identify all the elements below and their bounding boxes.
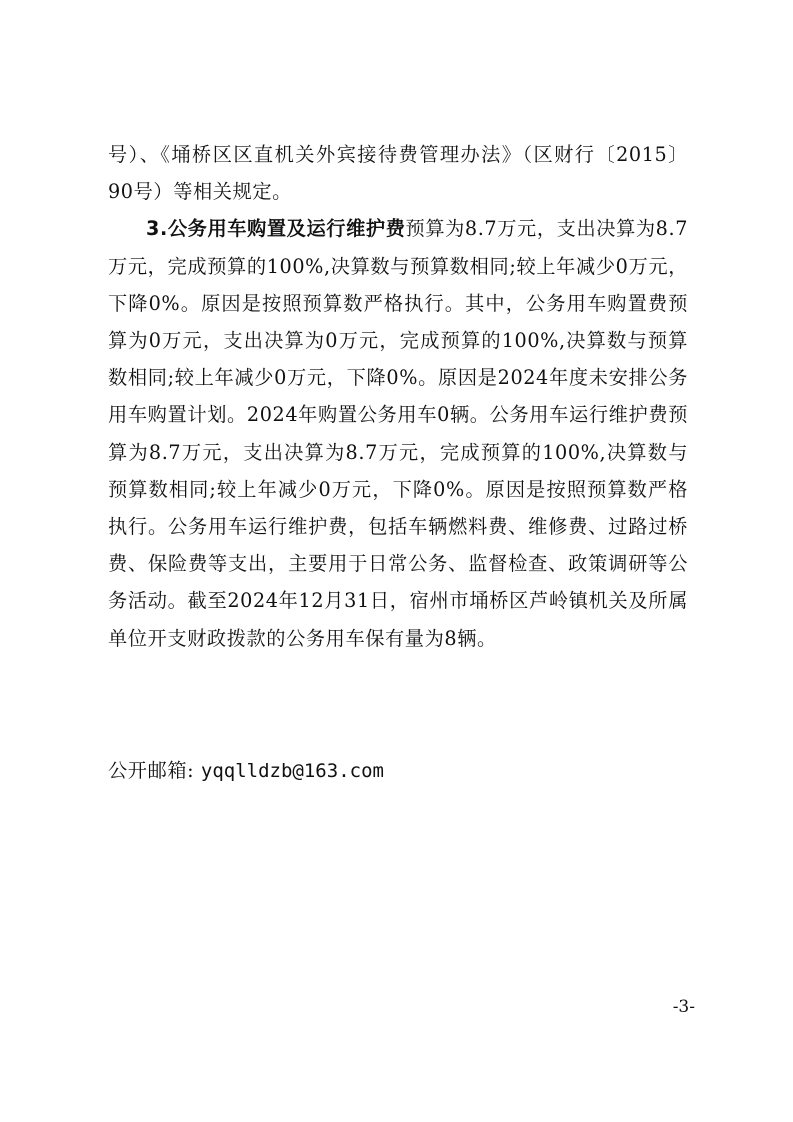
page-number: -3- <box>672 997 695 1017</box>
body-text <box>108 136 688 657</box>
contact-email-label: 公开邮箱: <box>108 759 195 782</box>
paragraph-vehicle-expenses <box>108 210 688 656</box>
contact-line <box>108 752 688 790</box>
paragraph-regulations-continued: 号）、《埇桥区区直机关外宾接待费管理办法》（区财行〔2015〕90号）等相关规定。 <box>108 143 688 204</box>
section-heading-vehicle-expenses: 3.公务用车购置及运行维护费 <box>146 217 406 241</box>
paragraph-vehicle-expenses-body: 预算为8.7万元，支出决算为8.7万元，完成预算的100%,决算数与预算数相同;较上年减少0万元，下降0%。原因是按照预算数严格执行。其中，公务用车购置费预算为0万元，支出决算为0万元，完成预算的100%,决算数与预算数相同;较上年减少0万元，下降0%。原因是2024年度未安排公务用车购置计划。2024年购置公务用车0辆。公务用车运行维护费预算为8.7万元，支出决算为8.7万元，完成预算的100%,决算数与预算数相同;较上年减少0万元，下降0%。原因是按照预算数严格执行。公务用车运行维护费，包括车辆燃料费、维修费、过路过桥费、保险费等支出，主要用于日常公务、监督检查、政策调研等公务活动。截至2024年12月31日，宿州市埇桥区芦岭镇机关及所属单位开支财政拨款的公务用车保有量为8辆。 <box>108 217 689 650</box>
contact-email: yqqlldzb@163.com <box>200 760 384 782</box>
